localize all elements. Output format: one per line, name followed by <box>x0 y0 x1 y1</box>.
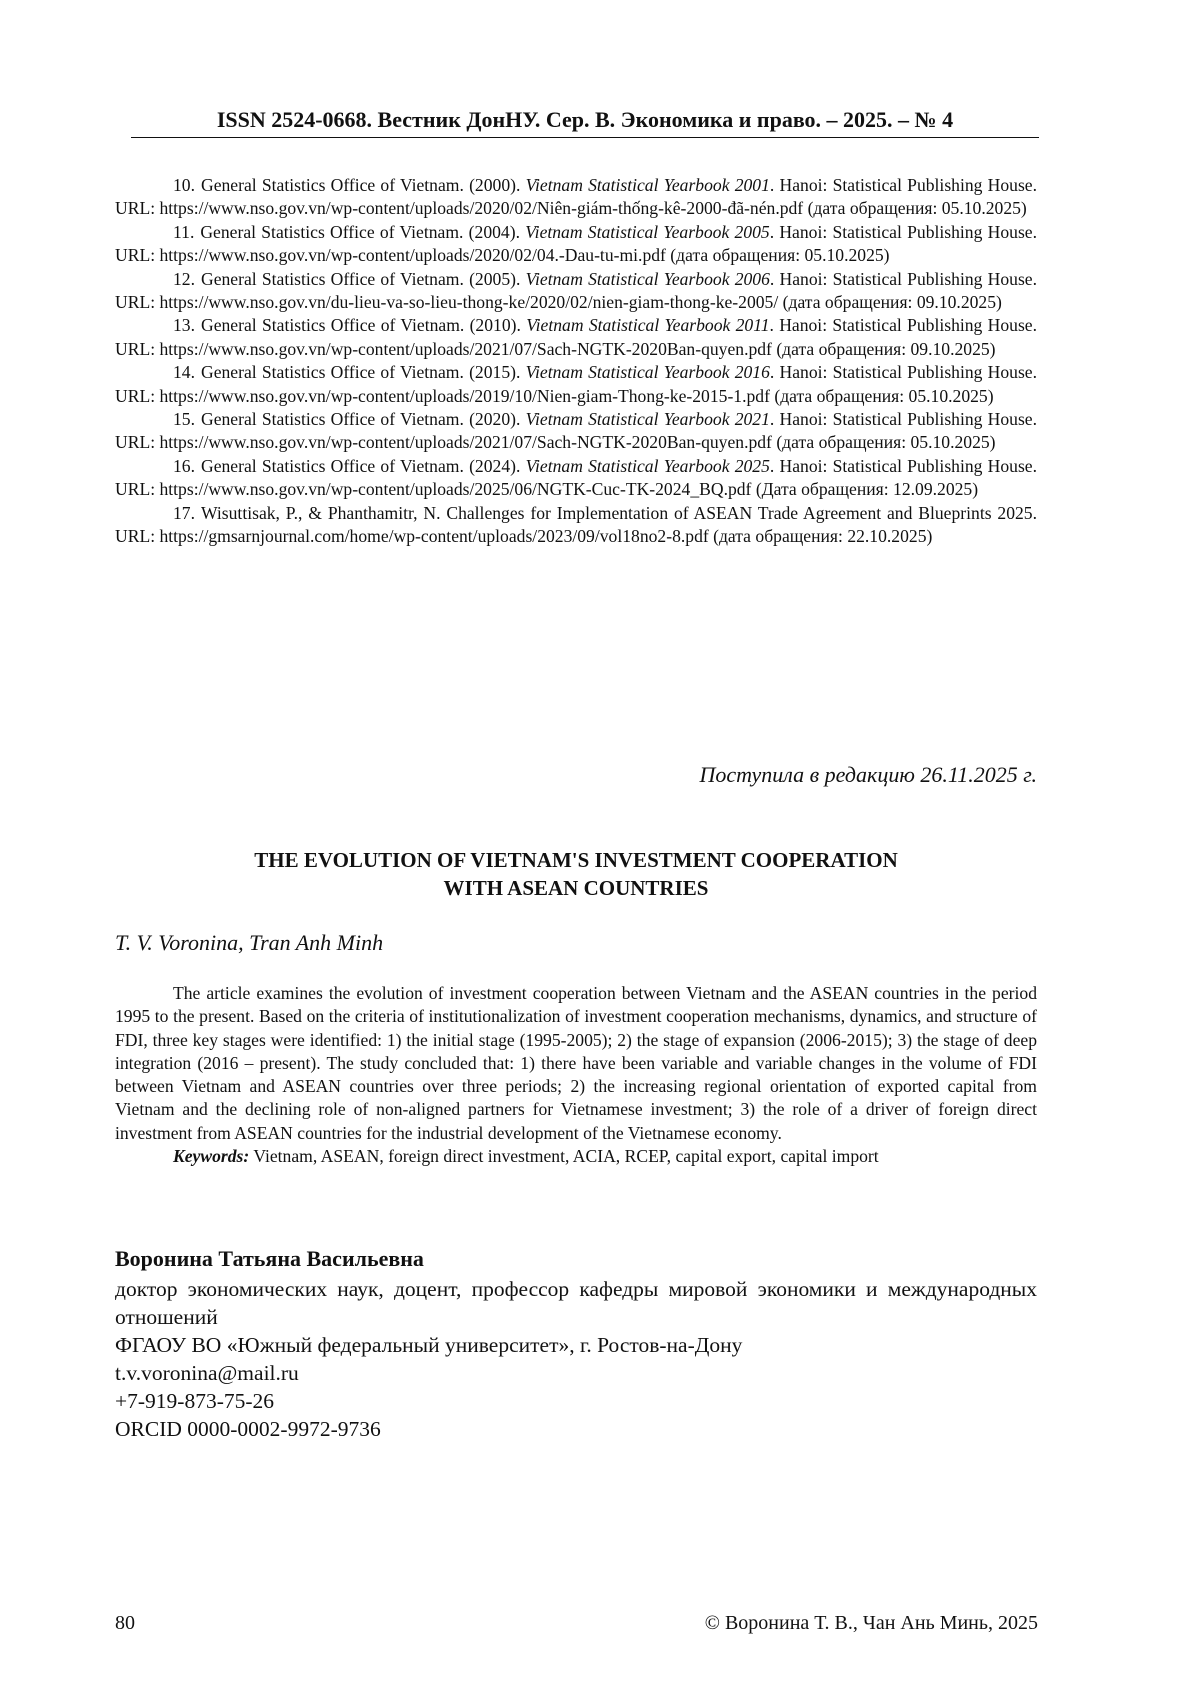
page-number: 80 <box>115 1612 135 1634</box>
reference-author: General Statistics Office of Vietnam. (2000). <box>201 175 521 195</box>
reference-author: General Statistics Office of Vietnam. (2005). <box>201 268 521 289</box>
reference-item <box>115 268 1037 315</box>
reference-author: General Statistics Office of Vietnam. (2020). <box>201 409 521 430</box>
copyright: © Воронина Т. В., Чан Ань Минь, 2025 <box>704 1612 1038 1634</box>
reference-number: 14. <box>173 362 195 383</box>
reference-title: Vietnam Statistical Yearbook 2005 <box>525 221 770 242</box>
author-info <box>115 1245 1037 1443</box>
keywords-text: Vietnam, ASEAN, foreign direct investment, ACIA, RCEP, capital export, capital import <box>249 1146 879 1167</box>
journal-header: ISSN 2524-0668. Вестник ДонНУ. Сер. В. Экономика и право. – 2025. – № 4 <box>216 107 954 132</box>
keywords <box>115 1145 1037 1168</box>
reference-item <box>115 408 1037 455</box>
reference-rest: . Hanoi: Statistical Publishing House. URL: https://www.nso.gov.vn/wp-content/uploads/2025/06/NGTK-Cuc-TK-2024_BQ.pdf (Дата обращения: 12.09.2025) <box>115 455 1038 500</box>
reference-rest: . Hanoi: Statistical Publishing House. URL: https://www.nso.gov.vn/wp-content/uploads/2019/10/Nien-giam-Thong-ke-2015-1.pdf (дата обращения: 05.10.2025) <box>115 362 1038 406</box>
reference-author: General Statistics Office of Vietnam. (2015). <box>201 362 521 383</box>
reference-item <box>115 455 1037 502</box>
author-phone: +7-919-873-75-26 <box>115 1389 275 1413</box>
reference-rest: . Hanoi: Statistical Publishing House. URL: https://www.nso.gov.vn/wp-content/uploads/2020/02/Niên-giám-thống-kê-2000-đã-nén.pdf (дата обращения: 05.10.2025) <box>115 175 1038 219</box>
header-rule <box>131 137 1039 138</box>
reference-title: Vietnam Statistical Yearbook 2001 <box>525 175 770 195</box>
reference-number: 10. <box>173 175 195 195</box>
reference-item <box>115 314 1037 361</box>
received-date: Поступила в редакцию 26.11.2025 г. <box>699 762 1037 787</box>
title-line: THE EVOLUTION OF VIETNAM'S INVESTMENT COOPERATION <box>254 848 898 872</box>
reference-number: 11. <box>173 221 195 242</box>
author-position: доктор экономических наук, доцент, профессор кафедры мировой экономики и международных отношений <box>115 1277 1037 1329</box>
keywords-label: Keywords: <box>173 1146 250 1167</box>
reference-item <box>115 502 1037 549</box>
reference-number: 12. <box>173 268 195 289</box>
reference-rest: . Hanoi: Statistical Publishing House. URL: https://www.nso.gov.vn/wp-content/uploads/2020/02/04.-Dau-tu-mi.pdf (дата обращения: 05.10.2025) <box>115 221 1037 266</box>
reference-rest: . Hanoi: Statistical Publishing House. URL: https://www.nso.gov.vn/wp-content/uploads/2021/07/Sach-NGTK-2020Ban-quyen.pdf (дата обращения: 09.10.2025) <box>115 315 1037 359</box>
reference-author: Wisuttisak, P., & Phanthamitr, N. Challenges for Implementation of ASEAN Trade Agreement and Blueprints 2025. URL: https://gmsarnjournal.com/home/wp-content/uploads/2023/09/vol18no2-8.pdf (дата обращения: 22.10.2025) <box>115 502 1037 547</box>
reference-rest: . Hanoi: Statistical Publishing House. URL: https://www.nso.gov.vn/wp-content/uploads/2021/07/Sach-NGTK-2020Ban-quyen.pdf (дата обращения: 05.10.2025) <box>115 409 1038 453</box>
title-line: WITH ASEAN COUNTRIES <box>443 876 709 900</box>
english-article-title <box>115 846 1037 902</box>
reference-number: 13. <box>173 315 195 336</box>
english-authors: T. V. Voronina, Tran Anh Minh <box>115 930 384 955</box>
reference-author: General Statistics Office of Vietnam. (2010). <box>201 315 521 336</box>
reference-title: Vietnam Statistical Yearbook 2021 <box>525 409 770 430</box>
reference-title: Vietnam Statistical Yearbook 2025 <box>525 455 770 476</box>
reference-rest: . Hanoi: Statistical Publishing House. URL: https://www.nso.gov.vn/du-lieu-va-so-lieu-thong-ke/2020/02/nien-giam-thong-ke-2005/ (дата обращения: 09.10.2025) <box>115 268 1038 313</box>
reference-author: General Statistics Office of Vietnam. (2024). <box>201 455 521 476</box>
reference-number: 15. <box>173 409 195 430</box>
reference-item <box>115 221 1037 268</box>
abstract-text: The article examines the evolution of investment cooperation between Vietnam and the ASEAN countries in the period 1995 to the present. Based on the criteria of institutionalization of investment cooperation mechanisms, dynamics, and structure of FDI, three key stages were identified: 1) the initial stage (1995-2005); 2) the stage of expansion (2006-2015); 3) the stage of deep integration (2016 – present). The study concluded that: 1) there have been variable and variable changes in the volume of FDI between Vietnam and ASEAN countries over three periods; 2) the increasing regional orientation of exported capital from Vietnam and the declining role of non-aligned partners for Vietnamese investment; 3) the role of a driver of foreign direct investment from ASEAN countries for the industrial development of the Vietnamese economy. <box>115 983 1037 1143</box>
reference-number: 17. <box>173 502 195 523</box>
reference-list <box>115 174 1037 549</box>
reference-title: Vietnam Statistical Yearbook 2006 <box>525 268 770 289</box>
reference-item <box>115 174 1037 221</box>
english-abstract <box>115 982 1037 1168</box>
author-affiliation: ФГАОУ ВО «Южный федеральный университет», г. Ростов-на-Дону <box>115 1333 743 1357</box>
reference-title: Vietnam Statistical Yearbook 2016 <box>525 362 770 383</box>
reference-number: 16. <box>173 455 195 476</box>
author-orcid: ORCID 0000-0002-9972-9736 <box>115 1417 381 1441</box>
author-name: Воронина Татьяна Васильевна <box>115 1246 424 1271</box>
reference-item <box>115 361 1037 408</box>
author-email: t.v.voronina@mail.ru <box>115 1361 299 1385</box>
reference-author: General Statistics Office of Vietnam. (2004). <box>200 221 520 242</box>
reference-title: Vietnam Statistical Yearbook 2011 <box>526 315 770 336</box>
